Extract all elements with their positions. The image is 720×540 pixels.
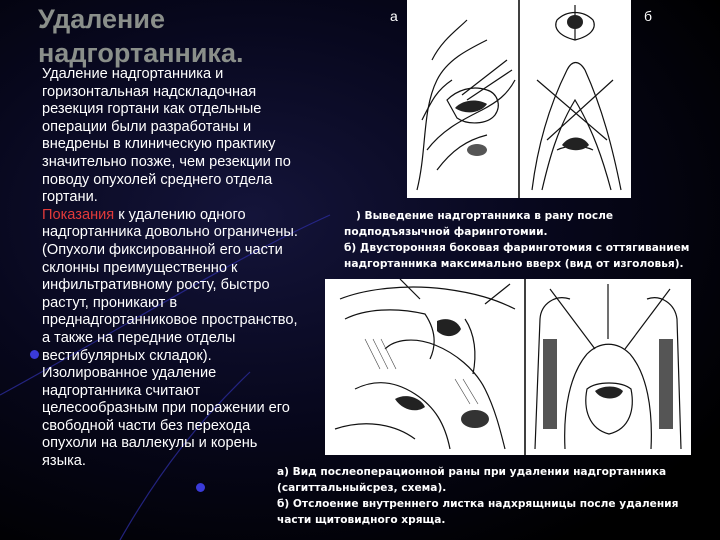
caption-bottom	[277, 464, 678, 528]
slide-title-line1: Удаление	[38, 4, 165, 34]
body-line: вестибулярных складок).	[42, 347, 212, 364]
body-line: преднадгортанниковое пространство,	[42, 312, 298, 329]
caption-top-line: б) Двусторонняя боковая фаринготомия с оттягиванием	[344, 242, 690, 254]
caption-bottom-line: а) Вид послеоперационной раны при удалении надгортанника	[277, 466, 667, 478]
body-line: горизонтальная надскладочная	[42, 83, 257, 100]
body-line: Удаление надгортанника и	[42, 66, 224, 82]
caption-bottom-line: б) Отслоение внутреннего листка надхрящницы после удаления	[277, 498, 679, 510]
body-line: надгортанника считают	[42, 382, 201, 399]
caption-top	[344, 208, 689, 272]
body-line: склонны преимущественно к	[42, 259, 238, 276]
slide-title	[38, 2, 338, 70]
body-line: надгортанника довольно ограничены.	[42, 224, 298, 241]
figure-label-a: а	[390, 8, 398, 24]
body-line: гортани.	[42, 189, 98, 206]
body-line: свободной части без перехода	[42, 417, 251, 434]
indications-rest: к удалению одного	[114, 206, 246, 223]
body-line: инфильтративному росту, быстро	[42, 277, 270, 294]
body-line: Изолированное удаление	[42, 365, 217, 382]
indications-line	[42, 207, 334, 225]
caption-top-line: подподъязычной фаринготомии.	[344, 226, 548, 238]
body-line: а также на передние отделы	[42, 329, 236, 346]
caption-bottom-line: части щитовидного хряща.	[277, 514, 446, 526]
body-line: резекция гортани как отдельные	[42, 101, 262, 118]
caption-top-line: ) Выведение надгортанника в рану после	[356, 210, 614, 222]
body-line: (Опухоли фиксированной его части	[42, 241, 283, 258]
decor-bullet-left	[30, 350, 39, 359]
caption-top-line: надгортанника максимально вверх (вид от изголовья).	[344, 258, 684, 270]
body-line: целесообразным при поражении его	[42, 400, 290, 417]
body-line: опухоли на валлекулы и корень	[42, 435, 258, 452]
body-line: языка.	[42, 453, 86, 470]
body-line: операции были разработаны и	[42, 118, 252, 135]
body-text	[42, 66, 334, 471]
body-line: внедрены в клиническую практику	[42, 136, 276, 153]
caption-bottom-line: (сагиттальныйсрез, схема).	[277, 482, 447, 494]
slide-title-line2: надгортанника.	[38, 38, 244, 68]
indications-keyword: Показания	[42, 206, 115, 223]
figure-label-b: б	[644, 8, 653, 24]
surgery-illustration-top	[407, 0, 631, 198]
surgery-illustration-bottom	[325, 279, 691, 455]
decor-bullet-bottom	[196, 483, 205, 492]
body-line: поводу опухолей среднего отдела	[42, 171, 273, 188]
body-line: значительно позже, чем резекции по	[42, 153, 291, 170]
body-line: растут, проникают в	[42, 294, 178, 311]
